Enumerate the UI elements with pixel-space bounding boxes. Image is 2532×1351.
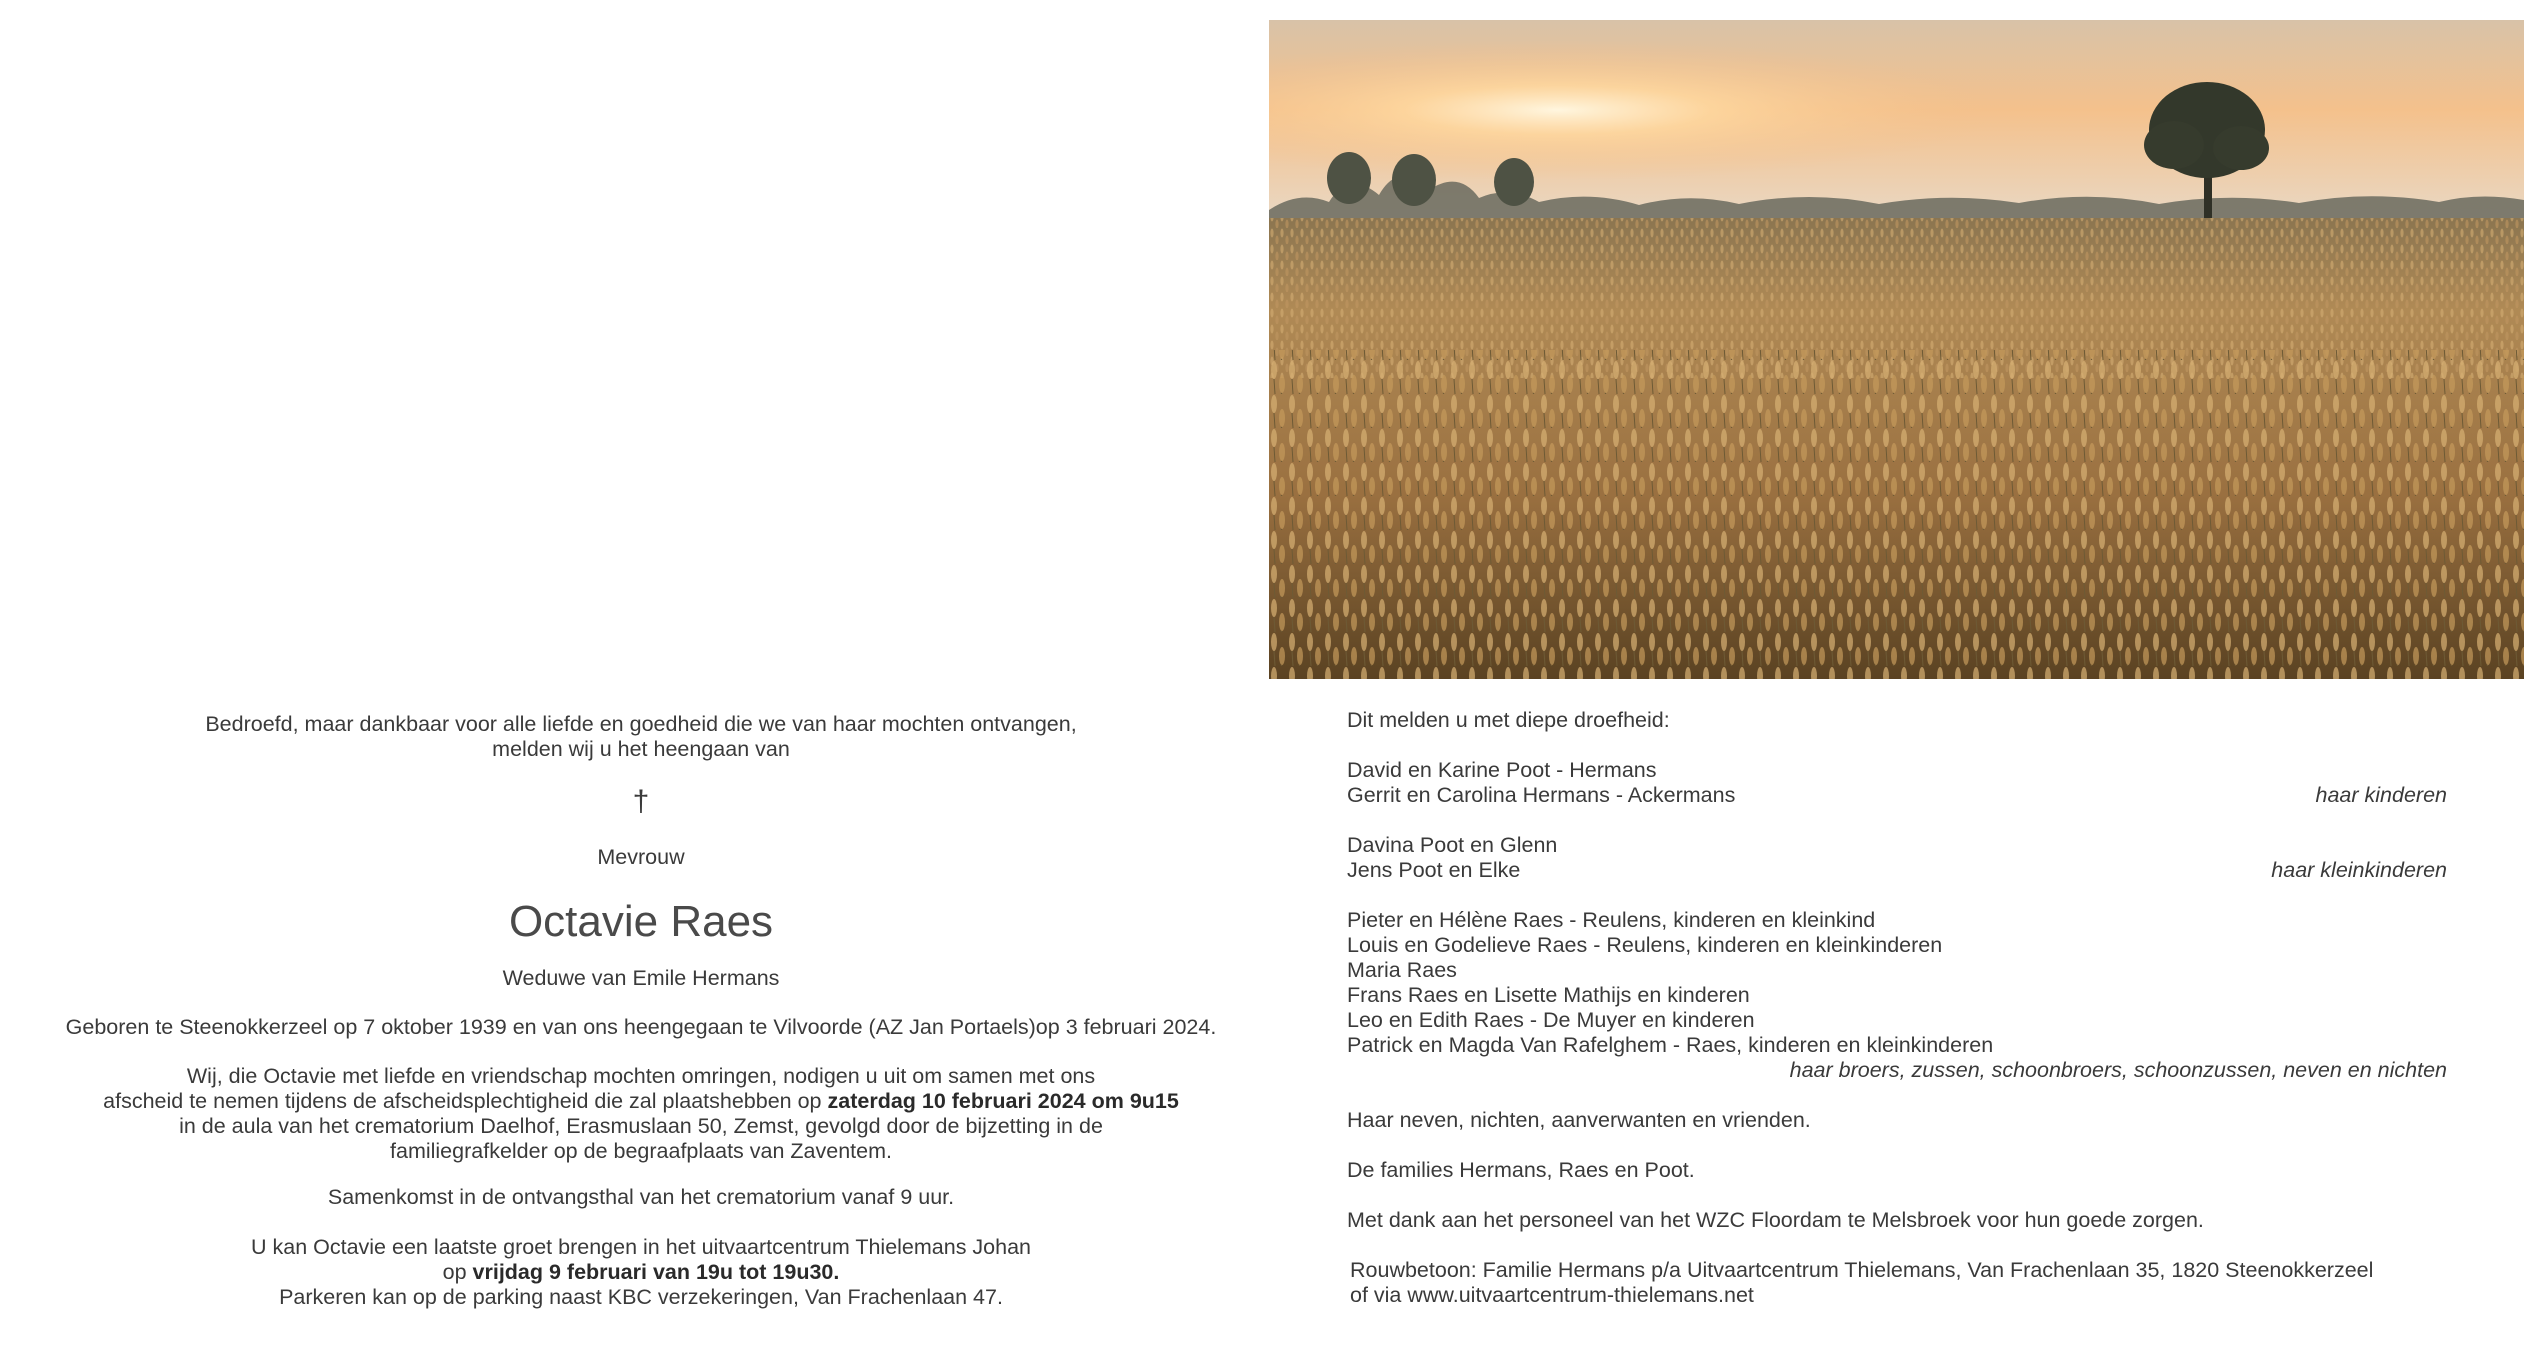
grandchildren-label: haar kleinkinderen — [2271, 858, 2447, 882]
wheat-field-photo — [1269, 20, 2524, 679]
ceremony-date: zaterdag 10 februari 2024 om 9u15 — [827, 1089, 1179, 1113]
sibling-line: Pieter en Hélène Raes - Reulens, kinderen en kleinkind — [1347, 908, 1876, 932]
intro-line: melden wij u het heengaan van — [492, 737, 790, 761]
ceremony-line-text: afscheid te nemen tijdens de afscheidsplechtigheid die zal plaatshebben op — [103, 1089, 828, 1113]
gathering-text: Samenkomst in de ontvangsthal van het crematorium vanaf 9 uur. — [327, 1185, 955, 1209]
sibling-line: Maria Raes — [1347, 958, 1457, 982]
grandchild-line: Jens Poot en Elke — [1347, 858, 1521, 882]
sibling-line: Patrick en Magda Van Rafelghem - Raes, kinderen en kleinkinderen — [1347, 1033, 1994, 1057]
thanks-text: Met dank aan het personeel van het WZC Floordam te Melsbroek voor hun goede zorgen. — [1347, 1208, 2204, 1232]
widow-text: Weduwe van Emile Hermans — [502, 966, 780, 990]
ceremony-line — [0, 1089, 1282, 1114]
families-text: De families Hermans, Raes en Poot. — [1347, 1158, 1695, 1182]
ceremony-text — [0, 1064, 1282, 1164]
child-line: Gerrit en Carolina Hermans - Ackermans — [1347, 783, 1736, 807]
family-heading: Dit melden u met diepe droefheid: — [1347, 708, 1670, 732]
deceased-name: Octavie Raes — [508, 897, 774, 946]
child-line: David en Karine Poot - Hermans — [1347, 758, 1657, 782]
condolence-line: of via www.uitvaartcentrum-thielemans.net — [1350, 1283, 1754, 1307]
visit-date: vrijdag 9 februari van 19u tot 19u30. — [472, 1260, 840, 1284]
sibling-line: Louis en Godelieve Raes - Reulens, kinderen en kleinkinderen — [1347, 933, 1943, 957]
condolence-line: Rouwbetoon: Familie Hermans p/a Uitvaartcentrum Thielemans, Van Frachenlaan 35, 1820 Steenokkerzeel — [1350, 1258, 2374, 1282]
visit-line-text: op — [442, 1260, 473, 1284]
intro-line: Bedroefd, maar dankbaar voor alle liefde en goedheid die we van haar mochten ontvangen, — [205, 712, 1077, 736]
wheat-field-illustration — [1269, 20, 2524, 679]
cross-symbol: † — [632, 785, 650, 818]
ceremony-line: in de aula van het crematorium Daelhof, Erasmuslaan 50, Zemst, gevolgd door de bijzetting in de — [179, 1114, 1103, 1138]
siblings-label: haar broers, zussen, schoonbroers, schoonzussen, neven en nichten — [1789, 1058, 2447, 1082]
title-text: Mevrouw — [597, 845, 685, 869]
sibling-line: Leo en Edith Raes - De Muyer en kinderen — [1347, 1008, 1755, 1032]
children-label: haar kinderen — [2315, 783, 2447, 807]
visit-line — [0, 1260, 1282, 1285]
visit-line: U kan Octavie een laatste groet brengen in het uitvaartcentrum Thielemans Johan — [250, 1235, 1032, 1259]
sibling-line: Frans Raes en Lisette Mathijs en kinderen — [1347, 983, 1750, 1007]
ceremony-line: Wij, die Octavie met liefde en vriendschap mochten omringen, nodigen u uit om samen met ons — [186, 1064, 1096, 1088]
relatives-text: Haar neven, nichten, aanverwanten en vrienden. — [1347, 1108, 1811, 1132]
grandchild-line: Davina Poot en Glenn — [1347, 833, 1558, 857]
ceremony-line: familiegrafkelder op de begraafplaats van Zaventem. — [390, 1139, 892, 1163]
visit-line: Parkeren kan op de parking naast KBC verzekeringen, Van Frachenlaan 47. — [279, 1285, 1003, 1309]
visit-text — [0, 1235, 1282, 1310]
birth-text: Geboren te Steenokkerzeel op 7 oktober 1939 en van ons heengegaan te Vilvoorde (AZ Jan Portaels)op 3 februari 2024. — [65, 1015, 1217, 1039]
intro-text — [0, 712, 1282, 762]
